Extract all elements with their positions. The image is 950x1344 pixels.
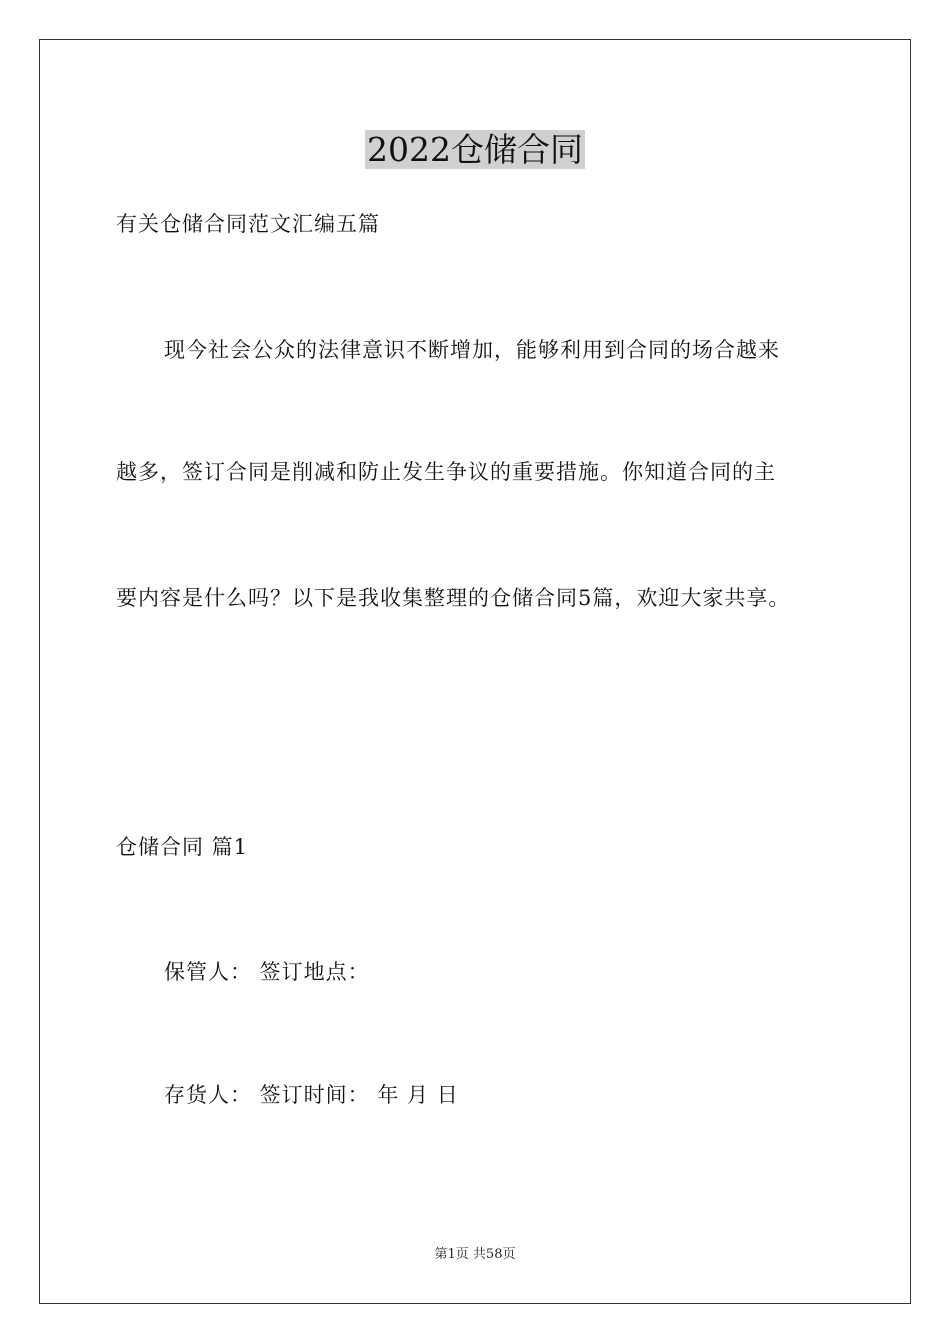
document-subtitle: 有关仓储合同范文汇编五篇 bbox=[116, 212, 380, 236]
intro-paragraph-line-1: 现今社会公众的法律意识不断增加，能够利用到合同的场合越来 bbox=[164, 338, 780, 362]
intro-paragraph-line-3: 要内容是什么吗？以下是我收集整理的仓储合同5篇，欢迎大家共享。 bbox=[116, 586, 791, 610]
section-heading: 仓储合同 篇1 bbox=[116, 835, 249, 859]
page-footer: 第1页 共58页 bbox=[434, 1247, 516, 1262]
depositor-field-line: 存货人： 签订时间： 年 月 日 bbox=[164, 1083, 459, 1107]
document-title bbox=[0, 126, 950, 174]
intro-paragraph-line-2: 越多，签订合同是削减和防止发生争议的重要措施。你知道合同的主 bbox=[116, 460, 776, 484]
document-title-text: 2022仓储合同 bbox=[367, 130, 583, 169]
custodian-field-line: 保管人： 签订地点： bbox=[164, 960, 370, 984]
